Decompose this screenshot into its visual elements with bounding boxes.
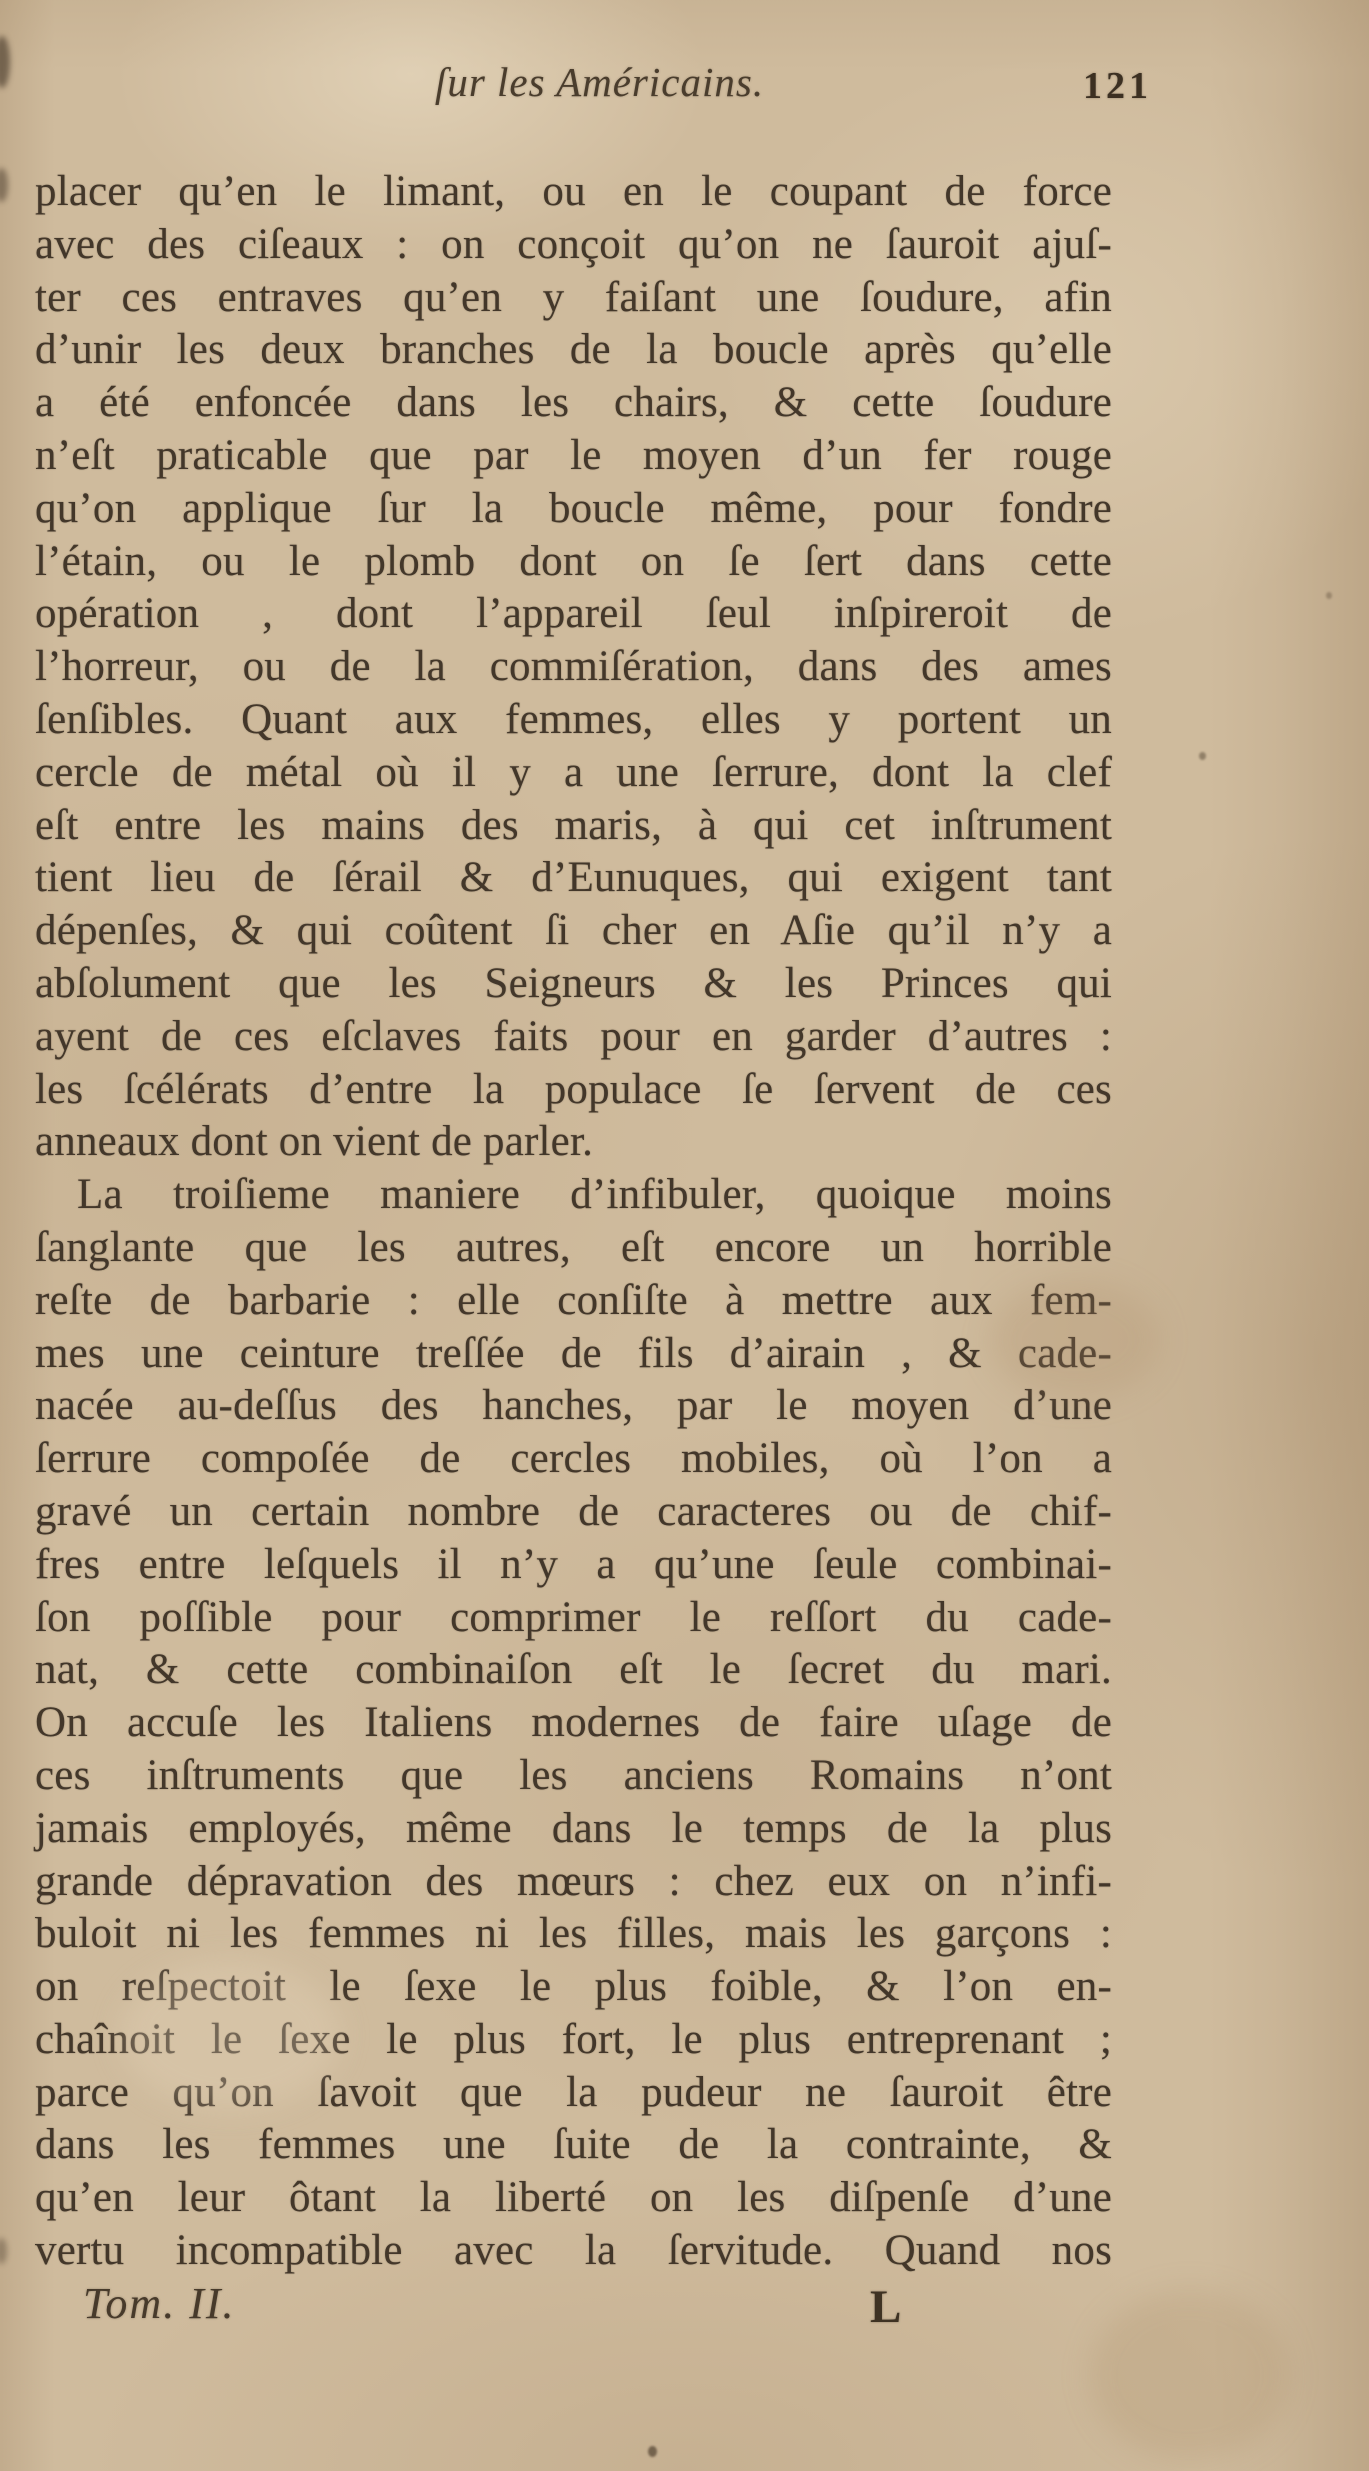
paper-smudge xyxy=(0,36,10,88)
text-line: nacée au-deſſus des hanches, par le moyen d’une xyxy=(35,1382,1112,1430)
text-line: reſte de barbarie : elle conſiſte à mettre aux fem- xyxy=(35,1276,1112,1324)
text-line: mes une ceinture treſſée de fils d’airain , & cade- xyxy=(35,1329,1112,1377)
text-line: on reſpectoit le ſexe le plus foible, & l’on en- xyxy=(35,1963,1112,2011)
signature-mark: L xyxy=(870,2281,902,2333)
text-line: grande dépravation des mœurs : chez eux on n’infi- xyxy=(35,1857,1112,1905)
text-line: dépenſes, & qui coûtent ſi cher en Aſie qu’il n’y a xyxy=(35,907,1112,955)
page-number: 121 xyxy=(1083,65,1152,107)
paper-speck xyxy=(648,2446,657,2457)
text-line: cercle de métal où il y a une ſerrure, dont la clef xyxy=(35,748,1112,796)
text-line: ayent de ces eſclaves faits pour en garder d’autres : xyxy=(35,1012,1112,1060)
text-line: qu’en leur ôtant la liberté on les diſpenſe d’une xyxy=(35,2174,1112,2222)
body-text-block xyxy=(35,166,1112,2278)
page-footer xyxy=(35,2278,1112,2348)
text-line: jamais employés, même dans le temps de la plus xyxy=(35,1804,1112,1852)
text-line: opération , dont l’appareil ſeul inſpireroit de xyxy=(35,590,1112,638)
text-line: l’étain, ou le plomb dont on ſe ſert dans cette xyxy=(35,537,1112,585)
text-line: avec des ciſeaux : on conçoit qu’on ne ſauroit ajuſ- xyxy=(35,220,1112,268)
text-line: ſon poſſible pour comprimer le reſſort du cade- xyxy=(35,1593,1112,1641)
text-line: ces inſtruments que les anciens Romains n’ont xyxy=(35,1751,1112,1799)
text-line: a été enfoncée dans les chairs, & cette ſoudure xyxy=(35,379,1112,427)
paper-stain xyxy=(1090,2290,1290,2460)
text-line: ſerrure compoſée de cercles mobiles, où l’on a xyxy=(35,1435,1112,1483)
text-line: tient lieu de ſérail & d’Eunuques, qui exigent tant xyxy=(35,854,1112,902)
running-head xyxy=(35,58,1152,110)
text-line: nat, & cette combinaiſon eſt le ſecret du mari. xyxy=(35,1646,1112,1694)
paper-speck xyxy=(1199,752,1206,760)
text-line: parce qu’on ſavoit que la pudeur ne ſauroit être xyxy=(35,2068,1112,2116)
text-line: ſanglante que les autres, eſt encore un horrible xyxy=(35,1223,1112,1271)
text-line: On accuſe les Italiens modernes de faire uſage de xyxy=(35,1699,1112,1747)
text-line: eſt entre les mains des maris, à qui cet inſtrument xyxy=(35,801,1112,849)
paper-smudge xyxy=(0,168,8,202)
text-line: ſenſibles. Quant aux femmes, elles y portent un xyxy=(35,695,1112,743)
paper-smudge xyxy=(0,2238,7,2264)
text-line: gravé un certain nombre de caracteres ou de chif- xyxy=(35,1487,1112,1535)
text-line: d’unir les deux branches de la boucle après qu’elle xyxy=(35,326,1112,374)
text-line: n’eſt praticable que par le moyen d’un fer rouge xyxy=(35,431,1112,479)
volume-label: Tom. II. xyxy=(83,2279,236,2328)
paper-stain xyxy=(120,1960,340,2110)
text-line: les ſcélérats d’entre la populace ſe ſervent de ces xyxy=(35,1065,1112,1113)
text-line: ter ces entraves qu’en y faiſant une ſoudure, afin xyxy=(35,273,1112,321)
text-line: placer qu’en le limant, ou en le coupant de force xyxy=(35,168,1112,215)
text-line: fres entre leſquels il n’y a qu’une ſeule combinai- xyxy=(35,1540,1112,1588)
text-line: chaînoit le ſexe le plus fort, le plus entreprenant ; xyxy=(35,2015,1112,2063)
text-line: qu’on applique ſur la boucle même, pour fondre xyxy=(35,484,1112,532)
text-line: dans les femmes une ſuite de la contrainte, & xyxy=(35,2121,1112,2169)
text-line: buloit ni les femmes ni les filles, mais les garçons : xyxy=(35,1910,1112,1958)
text-line-paragraph-start: La troiſieme maniere d’infibuler, quoique moins xyxy=(77,1171,1112,1219)
text-line: abſolument que les Seigneurs & les Princes qui xyxy=(35,959,1112,1007)
paper-stain xyxy=(990,1280,1160,1400)
paper-speck xyxy=(1326,592,1332,599)
running-title: ſur les Américains. xyxy=(434,59,765,105)
text-line: l’horreur, ou de la commiſération, dans des ames xyxy=(35,643,1112,691)
text-line-paragraph-end: anneaux dont on vient de parler. xyxy=(35,1118,594,1166)
text-line: vertu incompatible avec la ſervitude. Quand nos xyxy=(35,2227,1112,2275)
